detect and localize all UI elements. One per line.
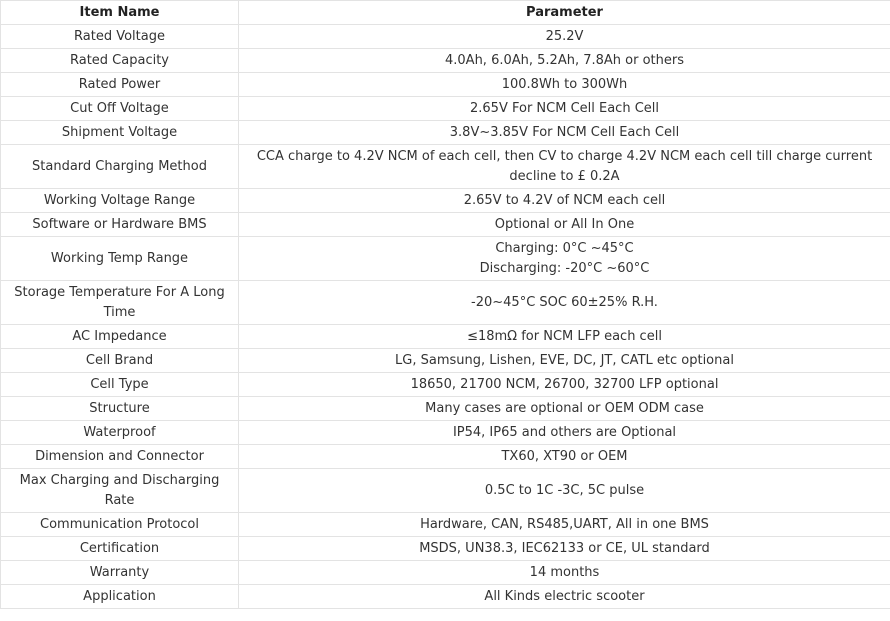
row-label: Standard Charging Method (1, 145, 239, 189)
table-row (1, 373, 890, 397)
table-row (1, 537, 890, 561)
row-value: 2.65V For NCM Cell Each Cell (239, 97, 890, 121)
row-label: Rated Voltage (1, 25, 239, 49)
row-value: 0.5C to 1C -3C, 5C pulse (239, 469, 890, 513)
table-row (1, 73, 890, 97)
table-row (1, 513, 890, 537)
row-value: 18650, 21700 NCM, 26700, 32700 LFP optional (239, 373, 890, 397)
row-label: Waterproof (1, 421, 239, 445)
table-row (1, 421, 890, 445)
row-label: Cut Off Voltage (1, 97, 239, 121)
row-label: Rated Power (1, 73, 239, 97)
column-header-parameter: Parameter (239, 1, 890, 25)
row-label: Storage Temperature For A Long Time (1, 281, 239, 325)
discharging-temp-range: Discharging: -20°C ~60°C (479, 260, 650, 276)
row-value: ≤18mΩ for NCM LFP each cell (239, 325, 890, 349)
table-row (1, 121, 890, 145)
row-label: Certification (1, 537, 239, 561)
row-value: 25.2V (239, 25, 890, 49)
row-label: Communication Protocol (1, 513, 239, 537)
row-label: Max Charging and Discharging Rate (1, 469, 239, 513)
row-value: 4.0Ah, 6.0Ah, 5.2Ah, 7.8Ah or others (239, 49, 890, 73)
row-label: Cell Type (1, 373, 239, 397)
row-label: Working Temp Range (1, 237, 239, 281)
row-value: Many cases are optional or OEM ODM case (239, 397, 890, 421)
row-label: Software or Hardware BMS (1, 213, 239, 237)
table-row (1, 349, 890, 373)
row-value: MSDS, UN38.3, IEC62133 or CE, UL standard (239, 537, 890, 561)
row-label: Dimension and Connector (1, 445, 239, 469)
row-value (239, 237, 890, 281)
row-value: CCA charge to 4.2V NCM of each cell, then CV to charge 4.2V NCM each cell till charge current decline to £ 0.2A (239, 145, 890, 189)
row-value: 100.8Wh to 300Wh (239, 73, 890, 97)
table-row (1, 145, 890, 189)
row-value: Optional or All In One (239, 213, 890, 237)
row-value: -20~45°C SOC 60±25% R.H. (239, 281, 890, 325)
row-value: LG, Samsung, Lishen, EVE, DC, JT, CATL etc optional (239, 349, 890, 373)
row-value: Hardware, CAN, RS485,UART, All in one BMS (239, 513, 890, 537)
table-row (1, 237, 890, 281)
table-row (1, 397, 890, 421)
table-row (1, 49, 890, 73)
table-row (1, 189, 890, 213)
row-value: All Kinds electric scooter (239, 585, 890, 609)
table-row (1, 561, 890, 585)
table-row (1, 325, 890, 349)
table-row (1, 97, 890, 121)
table-row (1, 213, 890, 237)
table-row (1, 585, 890, 609)
table-row (1, 469, 890, 513)
row-value: 2.65V to 4.2V of NCM each cell (239, 189, 890, 213)
row-value: 14 months (239, 561, 890, 585)
row-label: Rated Capacity (1, 49, 239, 73)
row-value: TX60, XT90 or OEM (239, 445, 890, 469)
row-value: 3.8V~3.85V For NCM Cell Each Cell (239, 121, 890, 145)
table-header-row (1, 1, 890, 25)
column-header-item-name: Item Name (1, 1, 239, 25)
table-row (1, 445, 890, 469)
table-row (1, 281, 890, 325)
row-label: Cell Brand (1, 349, 239, 373)
row-label: Working Voltage Range (1, 189, 239, 213)
row-label: AC Impedance (1, 325, 239, 349)
row-label: Application (1, 585, 239, 609)
row-value: IP54, IP65 and others are Optional (239, 421, 890, 445)
row-label: Warranty (1, 561, 239, 585)
row-label: Structure (1, 397, 239, 421)
row-label: Shipment Voltage (1, 121, 239, 145)
charging-temp-range: Charging: 0°C ~45°C (495, 240, 634, 256)
table-row (1, 25, 890, 49)
